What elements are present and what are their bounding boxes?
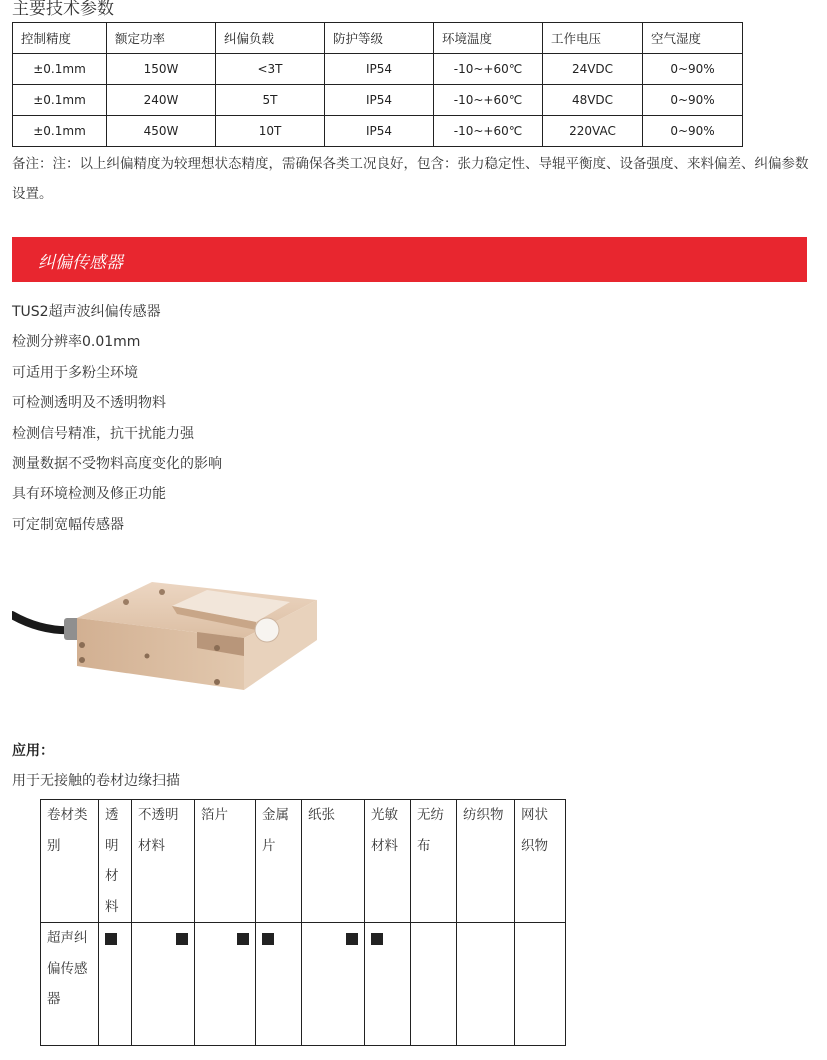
spec-cell: 220VAC — [543, 116, 643, 147]
material-cell — [132, 923, 195, 1046]
supported-mark-icon — [105, 933, 117, 945]
material-row-label: 超声纠偏传感器 — [41, 923, 99, 1046]
supported-mark-icon — [262, 933, 274, 945]
material-header: 纺织物 — [457, 800, 515, 923]
material-header: 无纺布 — [411, 800, 457, 923]
feature-item: 可适用于多粉尘环境 — [12, 364, 138, 381]
spec-cell: <3T — [216, 54, 325, 85]
feature-item: TUS2超声波纠偏传感器 — [12, 304, 161, 320]
material-header: 金属片 — [256, 800, 302, 923]
spec-header-row — [13, 23, 743, 54]
spec-cell: 10T — [216, 116, 325, 147]
spec-header: 额定功率 — [107, 23, 216, 54]
material-cell — [411, 923, 457, 1046]
spec-row — [13, 85, 743, 116]
feature-item: 检测信号精准，抗干扰能力强 — [12, 425, 194, 442]
supported-mark-icon — [176, 933, 188, 945]
material-header: 纸张 — [302, 800, 365, 923]
feature-item: 检测分辨率0.01mm — [12, 334, 141, 351]
spec-header: 防护等级 — [325, 23, 434, 54]
spec-cell: ±0.1mm — [13, 85, 107, 116]
application-heading: 应用： — [12, 743, 54, 759]
spec-header: 纠偏负载 — [216, 23, 325, 54]
note-text: 备注：注：以上纠偏精度为较理想状态精度，需确保各类工况良好，包含：张力稳定性、导辊平衡度、设备强度、来料偏差、纠偏参数设置。 — [12, 156, 809, 202]
material-header: 透明材料 — [99, 800, 132, 923]
spec-cell: -10~+60℃ — [434, 116, 543, 147]
supported-mark-icon — [346, 933, 358, 945]
material-cell — [365, 923, 411, 1046]
feature-item: 具有环境检测及修正功能 — [12, 486, 166, 503]
spec-cell: 5T — [216, 85, 325, 116]
spec-cell: ±0.1mm — [13, 116, 107, 147]
feature-item: 测量数据不受物料高度变化的影响 — [12, 455, 222, 472]
spec-table — [12, 22, 743, 147]
sensor-product-image — [12, 560, 332, 710]
banner-title: 纠偏传感器 — [38, 253, 123, 273]
spec-header: 控制精度 — [13, 23, 107, 54]
spec-header: 空气湿度 — [643, 23, 743, 54]
material-header: 卷材类别 — [41, 800, 99, 923]
spec-cell: 0~90% — [643, 54, 743, 85]
spec-cell: 0~90% — [643, 85, 743, 116]
material-row — [41, 923, 566, 1046]
spec-cell: IP54 — [325, 85, 434, 116]
material-header-row — [41, 800, 566, 923]
spec-row — [13, 116, 743, 147]
spec-cell: 240W — [107, 85, 216, 116]
supported-mark-icon — [237, 933, 249, 945]
spec-row — [13, 54, 743, 85]
material-table — [40, 799, 566, 1046]
material-cell — [195, 923, 256, 1046]
spec-cell: 150W — [107, 54, 216, 85]
material-cell — [99, 923, 132, 1046]
feature-item: 可检测透明及不透明物料 — [12, 395, 166, 412]
spec-header: 工作电压 — [543, 23, 643, 54]
spec-cell: 24VDC — [543, 54, 643, 85]
spec-cell: 0~90% — [643, 116, 743, 147]
section-banner — [12, 237, 807, 282]
spec-cell: IP54 — [325, 54, 434, 85]
application-description: 用于无接触的卷材边缘扫描 — [12, 773, 180, 789]
material-header: 网状织物 — [515, 800, 566, 923]
spec-cell: -10~+60℃ — [434, 54, 543, 85]
spec-cell: 450W — [107, 116, 216, 147]
spec-cell: ±0.1mm — [13, 54, 107, 85]
feature-item: 可定制宽幅传感器 — [12, 516, 124, 533]
material-header: 不透明材料 — [132, 800, 195, 923]
material-cell — [302, 923, 365, 1046]
material-header: 光敏材料 — [365, 800, 411, 923]
material-cell — [256, 923, 302, 1046]
spec-cell: 48VDC — [543, 85, 643, 116]
section-title: 主要技术参数 — [12, 0, 114, 19]
material-cell — [457, 923, 515, 1046]
material-cell — [515, 923, 566, 1046]
spec-header: 环境温度 — [434, 23, 543, 54]
feature-list — [12, 297, 222, 540]
spec-cell: -10~+60℃ — [434, 85, 543, 116]
material-header: 箔片 — [195, 800, 256, 923]
supported-mark-icon — [371, 933, 383, 945]
spec-cell: IP54 — [325, 116, 434, 147]
